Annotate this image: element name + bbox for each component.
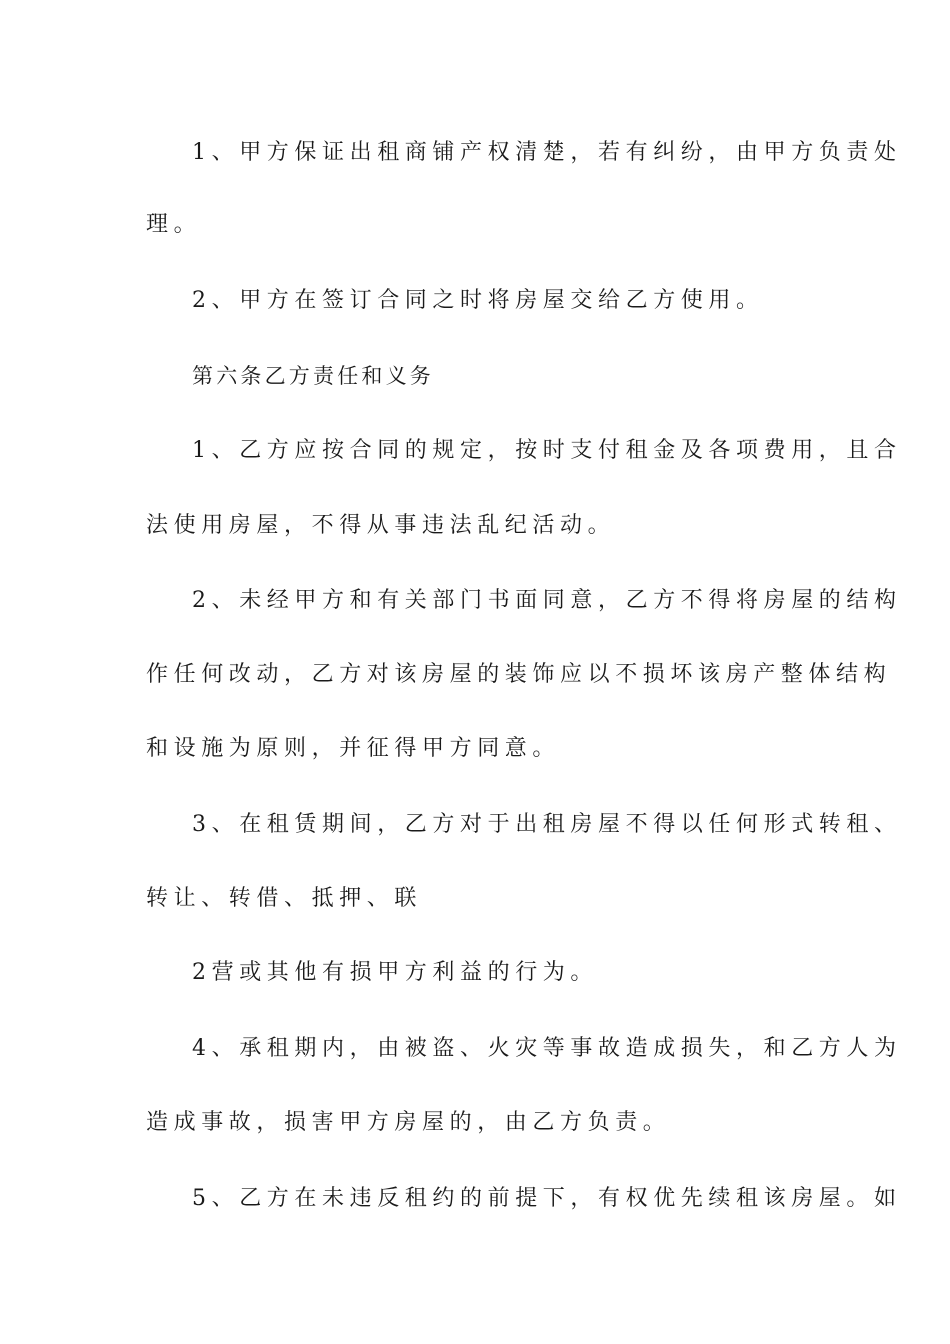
clause-5-2: 2、甲方在签订合同之时将房屋交给乙方使用。 bbox=[192, 288, 764, 313]
clause-5-1-line-2: 理。 bbox=[146, 212, 202, 237]
clause-6-5-line-1: 5、乙方在未违反租约的前提下，有权优先续租该房屋。如 bbox=[192, 1186, 902, 1211]
article-6-heading: 第六条乙方责任和义务 bbox=[192, 364, 434, 388]
clause-6-2-line-2: 作任何改动，乙方对该房屋的装饰应以不损坏该房产整体结构 bbox=[146, 662, 892, 687]
clause-6-1-line-1: 1、乙方应按合同的规定，按时支付租金及各项费用，且合 bbox=[192, 438, 902, 463]
clause-6-3-line-1: 3、在租赁期间，乙方对于出租房屋不得以任何形式转租、 bbox=[192, 812, 902, 837]
clause-6-4-line-1: 4、承租期内，由被盗、火灾等事故造成损失，和乙方人为 bbox=[192, 1036, 902, 1061]
clause-6-2-line-3: 和设施为原则，并征得甲方同意。 bbox=[146, 736, 561, 761]
clause-5-1-line-1: 1、甲方保证出租商铺产权清楚，若有纠纷，由甲方负责处 bbox=[192, 140, 902, 165]
clause-6-3-line-2: 转让、转借、抵押、联 bbox=[146, 886, 423, 911]
clause-6-4-line-2: 造成事故，损害甲方房屋的，由乙方负责。 bbox=[146, 1110, 671, 1135]
clause-6-1-line-2: 法使用房屋，不得从事违法乱纪活动。 bbox=[146, 513, 616, 538]
clause-6-2-line-1: 2、未经甲方和有关部门书面同意，乙方不得将房屋的结构 bbox=[192, 588, 902, 613]
clause-6-3-line-3: 2营或其他有损甲方利益的行为。 bbox=[192, 960, 598, 985]
